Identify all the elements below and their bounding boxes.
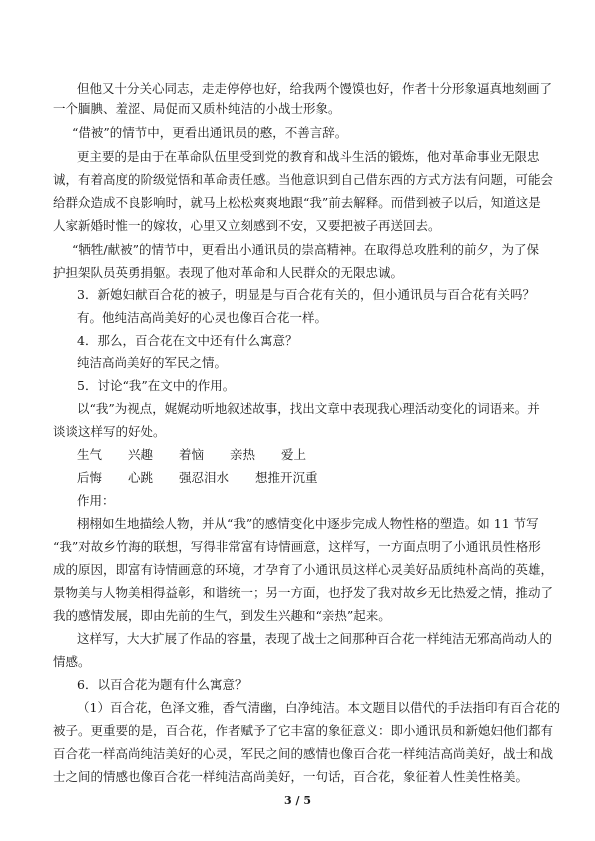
text-line: 护担架队员英勇捐躯。表现了他对革命和人民群众的无限忠诚。 <box>53 265 404 280</box>
text-line: 人家新婚时惟一的嫁妆，心里又立刻感到不安，又要把被子再送回去。 <box>53 218 441 233</box>
question-line: 6．以百合花为题有什么寓意？ <box>77 677 248 692</box>
emotion-term: 心跳 <box>128 470 154 485</box>
text-line: 栩栩如生地描绘人物，并从“我”的感情变化中逐步完成人物性格的塑造。如 11 节写 <box>77 516 539 531</box>
text-line: 更主要的是由于在革命队伍里受到党的教育和战斗生活的锻炼，他对革命事业无限忠 <box>77 149 540 164</box>
emotion-term: 兴趣 <box>128 447 154 462</box>
question-line: 3．新媳妇献百合花的被子，明显是与百合花有关的，但小通讯员与百合花有关吗？ <box>77 287 535 302</box>
emotion-term: 后悔 <box>77 470 103 485</box>
question-line: 5．讨论“我”在文中的作用。 <box>77 378 236 393</box>
text-line: “我”对故乡竹海的联想，写得非常富有诗情画意，这样写，一方面点明了小通讯员性格形 <box>53 539 541 554</box>
text-line: 成的原因，即富有诗情画意的环境，才孕育了小通讯员这样心灵美好品质纯朴高尚的英雄， <box>53 562 554 577</box>
text-line: “牺牲/献被”的情节中，更看出小通讯员的崇高精神。在取得总攻胜利的前夕，为了保 <box>72 242 539 257</box>
emotion-term: 强忍泪水 <box>179 470 230 485</box>
emotion-term: 生气 <box>77 447 103 462</box>
text-line: 百合花一样高尚纯洁美好的心灵，军民之间的感情也像百合花一样纯洁高尚美好，战士和战 <box>53 746 554 761</box>
text-line: 景物美与人物美相得益彰，和谐统一；另一方面，也抒发了我对故乡无比热爱之情，推动了 <box>53 585 554 600</box>
text-line: 我的感情发展，即由先前的生气，到发生兴趣和“亲热”起来。 <box>53 608 391 623</box>
emotion-term: 想推开沉重 <box>255 470 318 485</box>
text-line: 诚，有着高度的阶级觉悟和革命责任感。当他意识到自己借东西的方式方法有问题，可能会 <box>53 172 554 187</box>
emotion-term: 亲热 <box>230 447 256 462</box>
text-line: 以“我”为视点，娓娓动听地叙述故事，找出文章中表现我心理活动变化的词语来。并 <box>77 401 540 416</box>
emotion-term: 爱上 <box>281 447 307 462</box>
text-line: 作用： <box>77 493 115 508</box>
text-line: 给群众造成不良影响时，就马上松松爽爽地跟“我”前去解释。而借到被子以后，知道这是 <box>53 195 541 210</box>
page-number: 3 / 5 <box>284 794 311 807</box>
text-line: 士之间的情感也像百合花一样纯洁高尚美好，一句话，百合花，象征着人性美性格美。 <box>53 769 529 784</box>
text-line: 被子。更重要的是，百合花，作者赋予了它丰富的象征意义：即小通讯员和新媳妇他们都有 <box>53 723 554 738</box>
emotion-term: 着恼 <box>179 447 205 462</box>
text-line: 这样写，大大扩展了作品的容量，表现了战士之间那种百合花一样纯洁无邪高尚动人的 <box>77 631 553 646</box>
text-line: 情感。 <box>53 654 91 669</box>
text-line: “借被”的情节中，更看出通讯员的憨，不善言辞。 <box>72 125 348 140</box>
answer-line: 纯洁高尚美好的军民之情。 <box>77 355 228 370</box>
emotion-terms-row <box>77 470 340 486</box>
text-line: 一个腼腆、羞涩、局促而又质朴纯洁的小战士形象。 <box>53 101 341 116</box>
answer-line: 有。他纯洁高尚美好的心灵也像百合花一样。 <box>77 310 328 325</box>
question-line: 4．那么，百合花在文中还有什么寓意？ <box>77 333 298 348</box>
text-line: 谈谈这样写的好处。 <box>53 424 166 439</box>
text-line: 但他又十分关心同志，走走停停也好，给我两个馒馍也好，作者十分形象逼真地刻画了 <box>77 81 553 96</box>
emotion-terms-row <box>77 447 328 463</box>
text-line: （1）百合花，色泽文雅，香气清幽，白净纯洁。本文题目以借代的手法指印有百合花的 <box>77 700 560 715</box>
